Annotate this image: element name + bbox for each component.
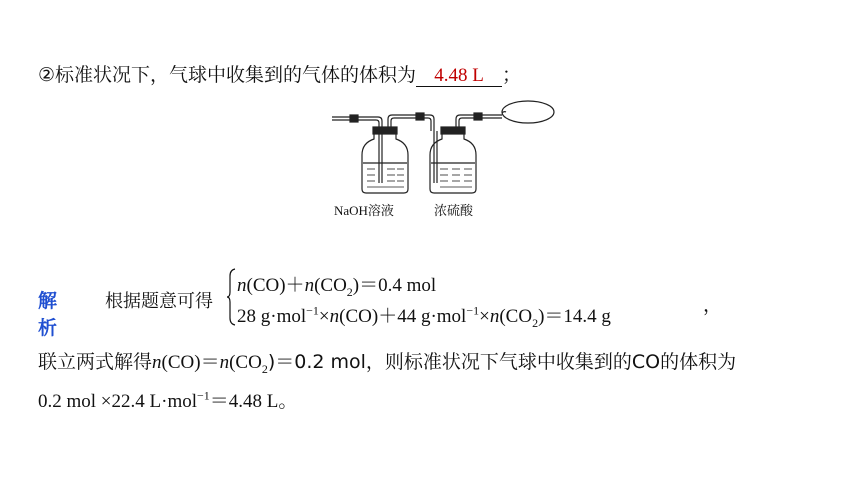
solution-line: 联立两式解得$n(CO)=n(CO_2)=0.2$ mol，则标准状况下气球中收集到的CO的体积为 <box>38 351 737 376</box>
answer-blank: 4.48 L <box>416 66 502 87</box>
analysis-tag: 解析 <box>38 290 58 339</box>
left-brace <box>226 268 236 326</box>
analysis-lead: 根据题意可得 <box>105 291 213 312</box>
gas-washing-apparatus <box>330 97 570 222</box>
naoh-label: NaOH溶液 <box>334 203 394 218</box>
equation-2: 28 g·mol$^{-1}$×n(CO)＋44 $g\cdot mol^{-1}\times n(CO_2)=14.4$ g <box>237 303 611 330</box>
sulfuric-acid-label: 浓硫酸 <box>434 204 474 219</box>
equation-1: $n(CO)+n(CO_2)=0.4$ mol <box>237 275 437 299</box>
result-line: 0.2 mol ×22.4 L·mol$^{-1}$＝4.48 L。 <box>38 388 298 412</box>
question-suffix: ； <box>502 64 522 86</box>
question-line <box>38 60 521 87</box>
question-prefix: ②标准状况下，气球中收集到的气体的体积为 <box>38 64 417 86</box>
equation-comma: ， <box>703 295 723 316</box>
